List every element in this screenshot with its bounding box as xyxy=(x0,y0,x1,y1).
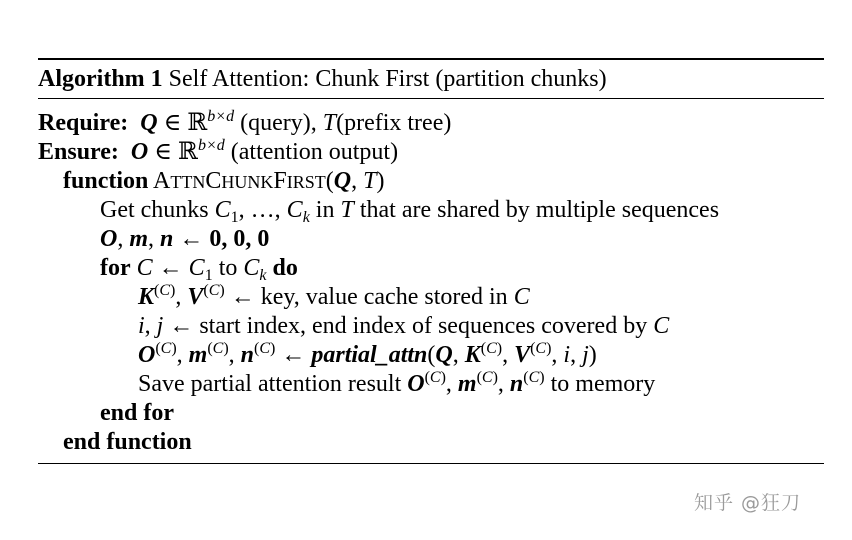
ensure-line: Ensure: O ∈ ℝ$^{b\times d}$ (attention output) xyxy=(38,137,399,165)
function-keyword: function xyxy=(63,168,149,194)
prefix-tree-text: (prefix tree) xyxy=(336,110,452,136)
end-for-keyword: end for xyxy=(100,400,174,426)
require-line: Require: Q ∈ ℝ$^{b\times d}$ (query), T(prefix tree) xyxy=(38,108,452,136)
ensure-keyword: Ensure: xyxy=(38,139,119,165)
shared-text: that are shared by multiple sequences xyxy=(359,197,720,223)
index-text: start index, end index of sequences covered by xyxy=(199,313,648,339)
kv-line: $K^{(C)}$, $V^{(C)}$ ← key, value cache stored in C xyxy=(138,282,530,310)
function-name: ATTNCHUNKFIRST xyxy=(153,168,326,194)
kv-text: key, value cache stored in xyxy=(260,284,508,310)
partial-attn-call: partial_attn xyxy=(311,342,428,368)
partial-attn-line: $O^{(C)}$, $m^{(C)}$, $n^{(C)}$ ← partial_attn(Q, $K^{(C)}$, $V^{(C)}$, i, j) xyxy=(138,340,597,368)
algorithm-caption xyxy=(38,60,824,98)
for-line: for C ← $C_1$ to $C_k$ do xyxy=(100,255,298,284)
end-function-keyword: end function xyxy=(63,429,192,455)
function-line: function ATTNCHUNKFIRST(Q, T) xyxy=(63,168,385,194)
get-chunks-text: Get chunks xyxy=(100,197,209,223)
do-keyword: do xyxy=(272,255,298,281)
end-for-line xyxy=(38,399,824,428)
to-text: to xyxy=(218,255,238,281)
in-text: in xyxy=(315,197,335,223)
index-line: i, j ← start index, end index of sequences covered by C xyxy=(138,313,670,339)
end-function-line xyxy=(38,428,824,457)
query-text: (query), xyxy=(240,110,317,136)
save-line: Save partial attention result $O^{(C)}$, $m^{(C)}$, $n^{(C)}$ to memory xyxy=(138,369,656,397)
algorithm-block xyxy=(38,58,824,464)
bottom-rule xyxy=(38,463,824,464)
algorithm-title: Self Attention: Chunk First (partition chunks) xyxy=(168,66,607,92)
for-keyword: for xyxy=(100,255,131,281)
watermark: 知乎 @狂刀 xyxy=(694,492,802,514)
require-keyword: Require: xyxy=(38,110,129,136)
init-values: 0, 0, 0 xyxy=(209,226,270,252)
save-text: Save partial attention result xyxy=(138,371,402,397)
get-chunks-line: Get chunks $C_1$, …, $C_k$ in T that are shared by multiple sequences xyxy=(100,197,720,226)
algorithm-label: Algorithm 1 xyxy=(38,66,163,92)
to-memory-text: to memory xyxy=(550,371,656,397)
attention-output-text: (attention output) xyxy=(230,139,399,165)
init-line: O, m, n ← 0, 0, 0 xyxy=(100,226,270,252)
algorithm-body xyxy=(38,99,824,463)
